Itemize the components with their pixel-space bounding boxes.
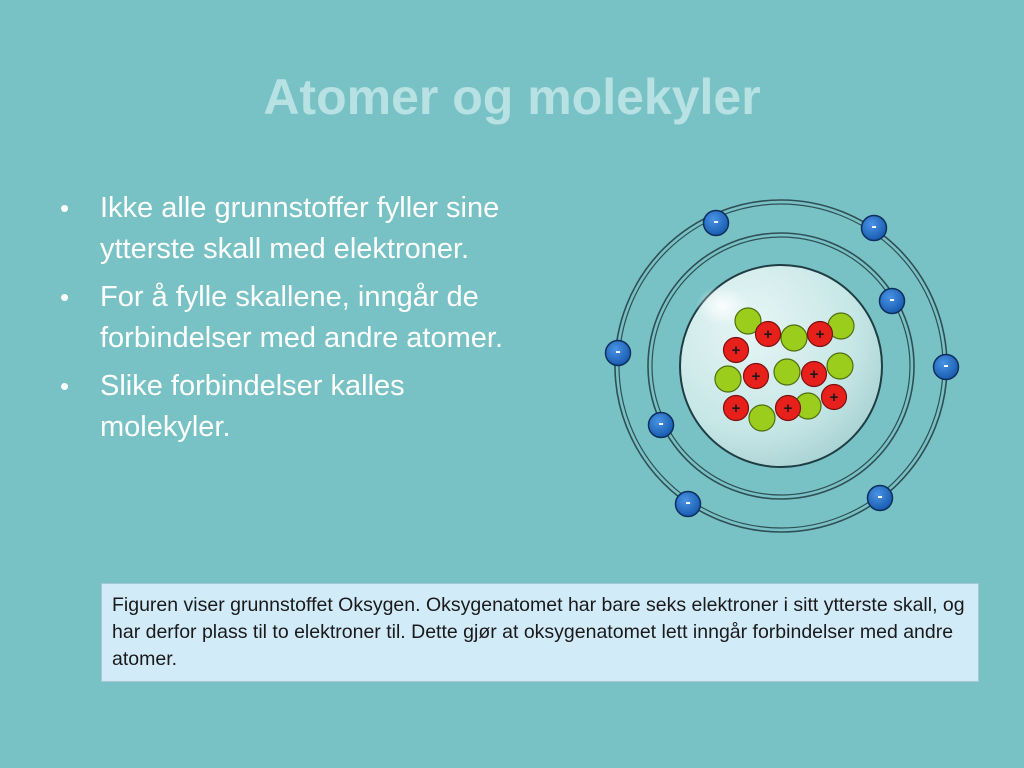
electron-label: - [658, 415, 664, 432]
proton-label: + [783, 400, 793, 417]
proton-label: + [731, 400, 741, 417]
electron-label: - [877, 488, 883, 505]
oxygen-atom-figure [598, 196, 968, 536]
proton-label: + [815, 326, 825, 343]
bullet-item [60, 366, 510, 448]
neutron [827, 353, 853, 379]
proton-label: + [809, 366, 819, 383]
bullet-icon: • [60, 193, 70, 223]
electron-label: - [943, 357, 949, 374]
neutron [715, 366, 741, 392]
electron-label: - [615, 343, 621, 360]
bullet-text: Ikke alle grunnstoffer fyller sine ytterste skall med elektroner. [100, 192, 500, 265]
neutron [774, 359, 800, 385]
neutron [781, 325, 807, 351]
electron-label: - [713, 213, 719, 230]
electron-label: - [685, 494, 691, 511]
bullet-item [60, 277, 510, 359]
caption-box: Figuren viser grunnstoffet Oksygen. Oksygenatomet har bare seks elektroner i sitt ytterste skall, og har derfor plass til to elektroner til. Dette gjør at oksygenatomet lett inngår forbindelser med andre atomer. [101, 583, 979, 682]
bullet-icon: • [60, 282, 70, 312]
electron-label: - [871, 218, 877, 235]
slide-title: Atomer og molekyler [263, 69, 761, 125]
proton-label: + [731, 342, 741, 359]
bullet-text: Slike forbindelser kalles molekyler. [100, 370, 405, 443]
bullet-icon: • [60, 371, 70, 401]
proton-label: + [829, 389, 839, 406]
proton-label: + [763, 326, 773, 343]
atom-diagram [598, 196, 968, 536]
bullet-item [60, 188, 510, 270]
bullet-text: For å fylle skallene, inngår de forbindelser med andre atomer. [100, 281, 503, 354]
bullet-list [60, 188, 510, 455]
electron-label: - [889, 291, 895, 308]
neutron [749, 405, 775, 431]
proton-label: + [751, 368, 761, 385]
